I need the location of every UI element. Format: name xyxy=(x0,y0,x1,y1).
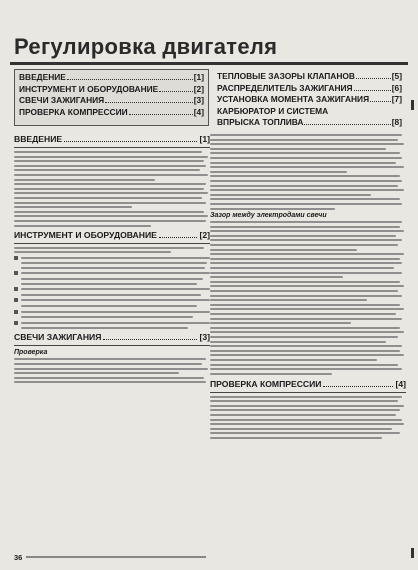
text-line xyxy=(210,276,343,278)
gap-text xyxy=(210,221,406,375)
text-line xyxy=(210,308,404,310)
section-page: [4] xyxy=(395,378,406,389)
bullet-square xyxy=(14,298,18,302)
text-line xyxy=(210,180,402,182)
text-line xyxy=(14,225,151,227)
bullet-item xyxy=(14,321,210,325)
toc-leader xyxy=(356,72,391,79)
text-line xyxy=(14,220,206,222)
text-line xyxy=(210,152,400,154)
text-line xyxy=(210,428,392,430)
toc-item[interactable] xyxy=(217,117,402,129)
section-heading-compression xyxy=(210,379,406,389)
intro-text xyxy=(14,151,210,227)
toc-leader xyxy=(354,84,391,91)
text-line xyxy=(21,311,210,313)
section-heading-tools xyxy=(14,230,210,240)
left-column xyxy=(14,134,210,386)
text-line xyxy=(210,139,398,141)
toc-item-page: [6] xyxy=(391,82,402,93)
text-line xyxy=(210,437,382,439)
text-line xyxy=(210,272,402,274)
toc-item-page: [8] xyxy=(391,117,402,127)
toc-leader xyxy=(159,85,193,92)
bullet-item xyxy=(14,287,210,291)
text-line xyxy=(21,278,203,280)
toc-leader xyxy=(304,118,390,125)
text-line xyxy=(210,281,400,283)
text-line xyxy=(210,194,371,196)
text-line xyxy=(14,363,202,365)
toc-leader xyxy=(105,96,193,103)
text-line xyxy=(210,267,394,269)
text-line xyxy=(210,396,402,398)
text-line xyxy=(14,215,208,217)
text-line xyxy=(210,253,404,255)
text-line xyxy=(210,345,402,347)
section-title: ПРОВЕРКА КОМПРЕССИИ xyxy=(210,378,322,389)
text-line xyxy=(14,381,206,383)
text-line xyxy=(21,327,188,329)
text-line xyxy=(210,166,404,168)
bullet-square xyxy=(14,271,18,275)
text-line xyxy=(210,189,404,191)
heading-leader xyxy=(323,380,393,387)
text-line xyxy=(210,336,398,338)
toc-item-label: ТЕПЛОВЫЕ ЗАЗОРЫ КЛАПАНОВ xyxy=(217,71,355,81)
text-line xyxy=(210,327,400,329)
section-title: ВВЕДЕНИЕ xyxy=(14,134,63,144)
section-rule xyxy=(14,345,210,346)
text-line xyxy=(210,364,398,366)
text-line xyxy=(21,294,201,296)
section-heading-intro xyxy=(14,134,210,144)
toc-item-label: ИНСТРУМЕНТ И ОБОРУДОВАНИЕ xyxy=(19,83,159,94)
toc-item[interactable] xyxy=(19,107,204,119)
text-line xyxy=(21,305,197,307)
text-line xyxy=(14,372,179,374)
toc-item-label: ВВЕДЕНИЕ xyxy=(19,72,66,82)
text-line xyxy=(14,188,204,190)
text-line xyxy=(14,377,204,379)
toc-item[interactable] xyxy=(217,83,402,95)
text-line xyxy=(210,331,404,333)
toc-item-page: [5] xyxy=(391,71,402,81)
text-line xyxy=(21,316,193,318)
text-line xyxy=(210,157,402,159)
bullet-square xyxy=(14,256,18,260)
toc-item-page: [2] xyxy=(193,83,204,94)
bullet-item xyxy=(14,256,210,260)
bullet-square xyxy=(14,310,18,314)
text-line xyxy=(210,235,396,237)
text-line xyxy=(210,290,398,292)
text-line xyxy=(210,185,398,187)
toc-item[interactable] xyxy=(19,72,204,84)
page-title: Регулировка двигателя xyxy=(14,34,278,59)
text-line xyxy=(210,258,400,260)
page-edge-mark xyxy=(411,100,414,110)
text-line xyxy=(210,419,402,421)
text-line xyxy=(21,262,207,264)
bullet-item xyxy=(14,271,210,275)
compression-text xyxy=(210,396,406,439)
text-line xyxy=(210,262,402,264)
tools-text xyxy=(14,247,210,330)
text-line xyxy=(210,295,402,297)
page-edge-mark xyxy=(411,548,414,558)
text-line xyxy=(210,322,351,324)
text-line xyxy=(210,249,357,251)
text-line xyxy=(210,230,404,232)
text-line xyxy=(210,143,404,145)
text-line xyxy=(210,148,386,150)
text-line xyxy=(210,285,404,287)
text-line xyxy=(210,239,402,241)
toc-leader xyxy=(67,73,193,80)
text-line xyxy=(210,226,400,228)
text-line xyxy=(210,423,404,425)
toc-item-page: [7] xyxy=(391,94,402,104)
section-rule xyxy=(210,392,406,393)
section-page: [1] xyxy=(199,134,210,144)
text-line xyxy=(210,175,400,177)
toc-item[interactable] xyxy=(217,106,402,118)
text-line xyxy=(210,409,400,411)
text-line xyxy=(210,350,400,352)
plugs-text xyxy=(14,358,210,383)
section-page: [3] xyxy=(199,332,210,343)
heading-leader xyxy=(103,333,197,340)
text-line xyxy=(210,341,386,343)
text-line xyxy=(21,272,210,274)
toc-item-label: КАРБЮРАТОР И СИСТЕМА xyxy=(217,105,329,116)
toc-item[interactable] xyxy=(217,94,402,106)
text-line xyxy=(14,202,206,204)
toc-item-label: ПРОВЕРКА КОМПРЕССИИ xyxy=(19,106,128,117)
text-line xyxy=(14,165,206,167)
page-footer xyxy=(14,552,206,562)
text-line xyxy=(210,221,402,223)
bullet-square xyxy=(14,321,18,325)
text-line xyxy=(210,313,396,315)
text-line xyxy=(21,299,210,301)
bullet-item xyxy=(14,310,210,314)
toc-item-label: ВПРЫСКА ТОПЛИВА xyxy=(217,117,304,127)
toc-item-label: УСТАНОВКА МОМЕНТА ЗАЖИГАНИЯ xyxy=(217,94,370,104)
text-line xyxy=(14,151,202,153)
toc-item-label: РАСПРЕДЕЛИТЕЛЬ ЗАЖИГАНИЯ xyxy=(217,82,353,93)
text-line xyxy=(14,197,202,199)
text-line xyxy=(14,174,208,176)
text-line xyxy=(14,156,208,158)
text-line xyxy=(21,322,210,324)
text-line xyxy=(14,211,204,213)
section-page: [2] xyxy=(199,229,210,240)
text-line xyxy=(210,373,332,375)
toc-leader xyxy=(129,108,193,115)
text-line xyxy=(210,318,402,320)
text-line xyxy=(14,368,208,370)
toc-item-page: [1] xyxy=(193,72,204,82)
text-line xyxy=(14,247,204,249)
toc-item-label: СВЕЧИ ЗАЖИГАНИЯ xyxy=(19,95,105,105)
page-number: 36 xyxy=(14,552,23,562)
text-line xyxy=(210,405,404,407)
right-text-top xyxy=(210,134,406,210)
footer-title-line xyxy=(26,556,206,558)
text-line xyxy=(14,192,208,194)
text-line xyxy=(210,359,377,361)
section-rule xyxy=(14,243,210,244)
text-line xyxy=(210,162,396,164)
text-line xyxy=(210,432,400,434)
section-rule xyxy=(14,147,210,148)
text-line xyxy=(210,354,404,356)
text-line xyxy=(14,251,171,253)
text-line xyxy=(210,208,335,210)
text-line xyxy=(14,160,204,162)
section-title: СВЕЧИ ЗАЖИГАНИЯ xyxy=(14,332,102,343)
text-line xyxy=(210,171,347,173)
toc-right xyxy=(213,69,406,126)
section-title: ИНСТРУМЕНТ И ОБОРУДОВАНИЕ xyxy=(14,229,157,240)
bullet-item xyxy=(14,298,210,302)
subheading-inspection: Проверка xyxy=(14,349,48,357)
heading-leader xyxy=(159,231,198,238)
text-line xyxy=(14,358,206,360)
toc-item[interactable] xyxy=(19,84,204,96)
text-line xyxy=(210,134,402,136)
text-line xyxy=(210,304,400,306)
text-line xyxy=(14,169,200,171)
text-line xyxy=(210,368,402,370)
text-line xyxy=(210,198,400,200)
text-line xyxy=(210,299,367,301)
heading-leader xyxy=(64,135,197,142)
toc-item[interactable] xyxy=(217,71,402,83)
text-line xyxy=(14,179,155,181)
text-line xyxy=(210,414,396,416)
section-heading-plugs xyxy=(14,332,210,342)
text-line xyxy=(21,283,197,285)
subheading-electrode-gap: Зазор между электродами свечи xyxy=(210,212,327,220)
text-line xyxy=(14,206,132,208)
toc-item-page: [4] xyxy=(193,106,204,117)
text-line xyxy=(210,244,398,246)
title-rule xyxy=(10,62,408,65)
toc-left xyxy=(14,69,209,126)
text-line xyxy=(21,257,210,259)
toc-leader xyxy=(370,95,391,102)
text-line xyxy=(21,267,205,269)
bullet-square xyxy=(14,287,18,291)
toc-item[interactable] xyxy=(19,95,204,107)
text-line xyxy=(210,203,402,205)
text-line xyxy=(210,400,398,402)
right-column xyxy=(210,134,406,442)
text-line xyxy=(21,288,210,290)
toc-item-page: [3] xyxy=(193,95,204,105)
text-line xyxy=(14,183,206,185)
